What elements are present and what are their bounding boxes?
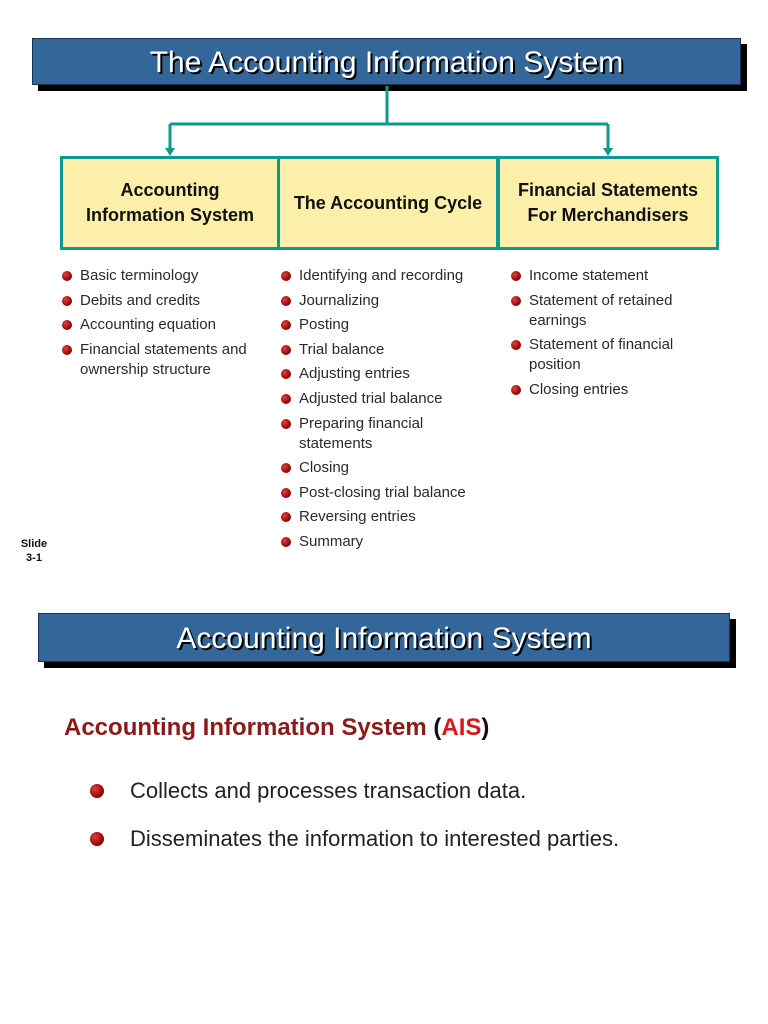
topic-box-financial-statements xyxy=(497,156,719,250)
arrow-left-icon xyxy=(165,148,175,156)
arrow-right-icon xyxy=(603,148,613,156)
bullet-icon xyxy=(90,832,104,846)
list-accounting-cycle xyxy=(279,266,499,557)
bullet-icon xyxy=(281,512,291,522)
ais-abbreviation: AIS xyxy=(441,714,482,741)
list-item: Statement of financial position xyxy=(509,335,714,375)
topic-heading-cycle: The Accounting Cycle xyxy=(293,192,483,213)
bullet-icon xyxy=(281,320,291,330)
topic-heading-ais: Accounting Information System xyxy=(85,180,255,225)
list-item: Closing xyxy=(279,458,499,478)
bullet-icon xyxy=(90,784,104,798)
bullet-icon xyxy=(281,345,291,355)
ais-heading: Accounting Information System (AIS) xyxy=(64,714,490,741)
bullet-icon xyxy=(281,296,291,306)
list-item: Accounting equation xyxy=(60,315,265,335)
list-item: Summary xyxy=(279,532,499,552)
bullet-icon xyxy=(511,296,521,306)
bullet-icon xyxy=(281,394,291,404)
list-item: Disseminates the information to interested parties. xyxy=(90,824,619,854)
bullet-icon xyxy=(281,488,291,498)
list-item: Collects and processes transaction data. xyxy=(90,776,619,806)
list-item: Statement of retained earnings xyxy=(509,291,714,331)
list-item: Post-closing trial balance xyxy=(279,483,499,503)
bullet-icon xyxy=(62,320,72,330)
bullet-icon xyxy=(62,271,72,281)
slide1-title: The Accounting Information System xyxy=(32,38,741,85)
list-item: Closing entries xyxy=(509,380,714,400)
list-item: Trial balance xyxy=(279,340,499,360)
list-item: Basic terminology xyxy=(60,266,265,286)
topic-box-cycle xyxy=(277,156,499,250)
slide2-title: Accounting Information System xyxy=(38,613,730,662)
ais-bullet-list xyxy=(90,776,619,872)
list-ais xyxy=(60,266,265,384)
topic-heading-financial-statements: Financial Statements For Merchandisers xyxy=(517,180,699,225)
list-item: Adjusting entries xyxy=(279,364,499,384)
list-item: Income statement xyxy=(509,266,714,286)
bullet-icon xyxy=(511,271,521,281)
bullet-icon xyxy=(62,296,72,306)
bullet-icon xyxy=(281,271,291,281)
list-item: Identifying and recording xyxy=(279,266,499,286)
bullet-icon xyxy=(281,537,291,547)
list-item: Debits and credits xyxy=(60,291,265,311)
list-financial-statements xyxy=(509,266,714,404)
slide-number-value: 3-1 xyxy=(26,552,42,564)
slide-number xyxy=(14,537,54,565)
slide-label: Slide xyxy=(20,538,48,550)
list-item: Posting xyxy=(279,315,499,335)
list-item: Reversing entries xyxy=(279,507,499,527)
bullet-icon xyxy=(511,340,521,350)
bullet-icon xyxy=(62,345,72,355)
bullet-icon xyxy=(281,419,291,429)
bullet-icon xyxy=(281,463,291,473)
list-item: Financial statements and ownership structure xyxy=(60,340,265,380)
list-item: Journalizing xyxy=(279,291,499,311)
bullet-icon xyxy=(281,369,291,379)
topic-box-ais xyxy=(60,156,280,250)
bullet-icon xyxy=(511,385,521,395)
list-item: Preparing financial statements xyxy=(279,414,499,454)
ais-heading-main: Accounting Information System xyxy=(64,714,427,741)
list-item: Adjusted trial balance xyxy=(279,389,499,409)
